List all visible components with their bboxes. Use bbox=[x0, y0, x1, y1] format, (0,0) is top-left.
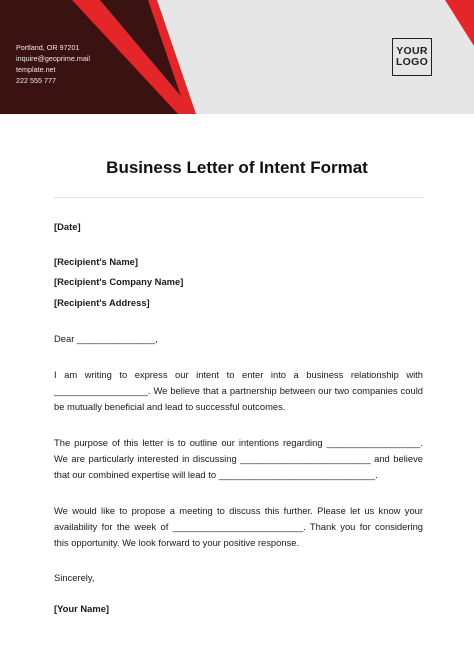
title-divider bbox=[54, 197, 423, 198]
closing: Sincerely, bbox=[54, 572, 95, 583]
signature-name: [Your Name] bbox=[54, 603, 110, 614]
contact-info bbox=[16, 42, 90, 86]
paragraph-purpose: The purpose of this letter is to outline our intentions regarding __________________. We are particularly interested in discussing _________________________ and believe that our combined expertise will lead to ______________________________. bbox=[54, 437, 423, 480]
logo-line-2: LOGO bbox=[395, 56, 429, 68]
company-logo bbox=[392, 38, 432, 76]
recipient-name: [Recipient's Name] bbox=[54, 256, 139, 267]
salutation: Dear _______________, bbox=[54, 333, 158, 344]
contact-phone: 222 555 777 bbox=[16, 76, 56, 85]
page-title: Business Letter of Intent Format bbox=[106, 158, 368, 177]
corner-red-shape bbox=[445, 0, 474, 46]
date-placeholder: [Date] bbox=[54, 221, 81, 232]
recipient-address: [Recipient's Address] bbox=[54, 297, 150, 308]
recipient-company: [Recipient's Company Name] bbox=[54, 276, 184, 287]
contact-email: inquire@geoprime.mail bbox=[16, 54, 91, 63]
logo-line-1: YOUR bbox=[396, 45, 428, 57]
paragraph-intent: I am writing to express our intent to enter into a business relationship with __________________. We believe that a partnership between our two companies could be mutually beneficial and lead to successful outcomes. bbox=[54, 369, 423, 412]
contact-address: Portland, OR 97201 bbox=[16, 43, 80, 52]
letterhead bbox=[0, 0, 474, 114]
paragraph-meeting: We would like to propose a meeting to discuss this further. Please let us know your availability for the week of _________________________. Thank you for considering this opportunity. We look forward to your positive response. bbox=[54, 505, 423, 548]
contact-website: template.net bbox=[16, 65, 56, 74]
